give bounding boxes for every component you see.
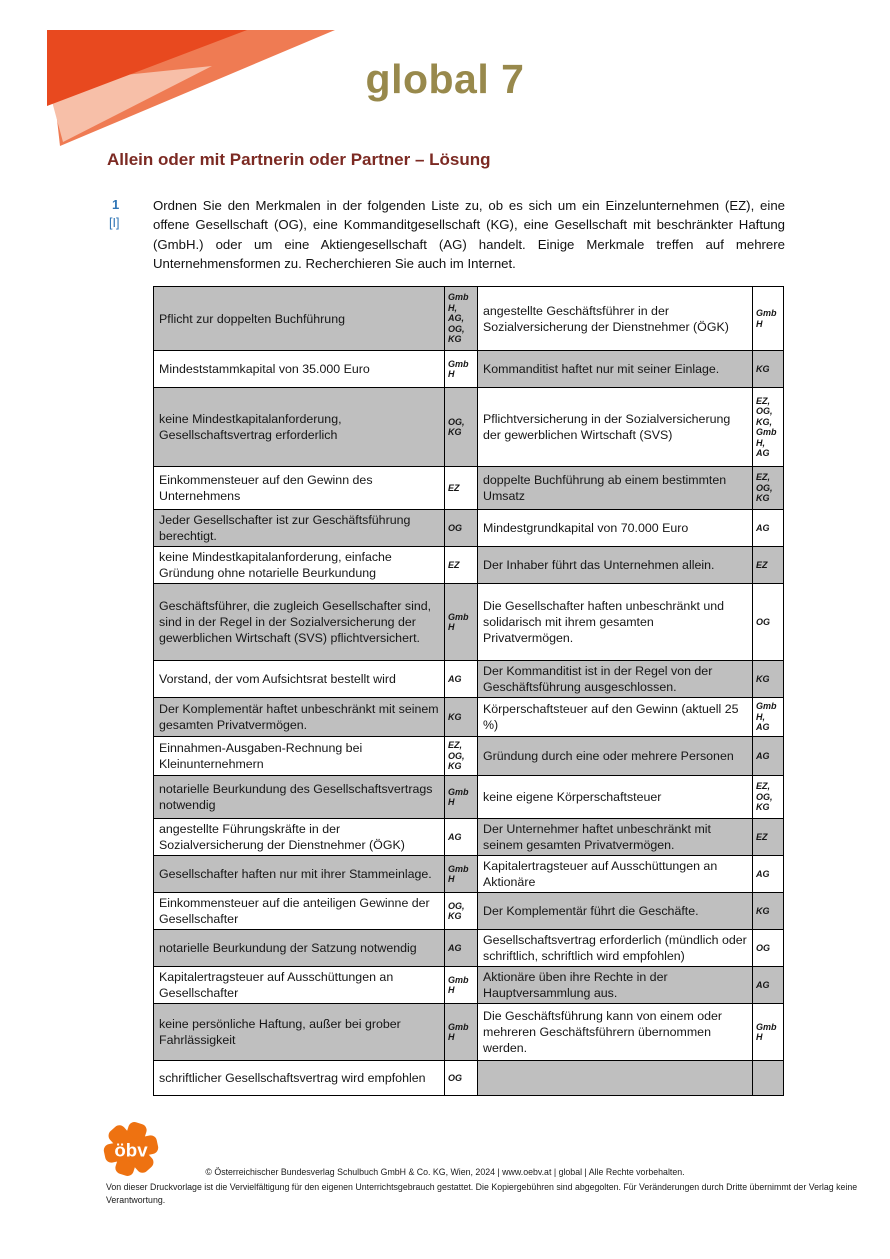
left-statement-cell: keine persönliche Haftung, außer bei grober Fahrlässigkeit: [154, 1004, 445, 1061]
left-statement-cell: Einkommensteuer auf den Gewinn des Unternehmens: [154, 467, 445, 510]
left-answer-cell: EZ: [445, 547, 478, 584]
right-answer-cell: EZ, OG, KG: [753, 776, 784, 819]
table-row: [154, 388, 784, 467]
right-statement-cell: Der Unternehmer haftet unbeschränkt mit seinem gesamten Privatvermögen.: [478, 819, 753, 856]
left-answer-cell: AG: [445, 661, 478, 698]
left-answer-cell: GmbH: [445, 967, 478, 1004]
table-row: [154, 967, 784, 1004]
left-answer-cell: GmbH: [445, 584, 478, 661]
right-answer-cell: AG: [753, 510, 784, 547]
right-answer-cell: EZ, OG, KG, GmbH, AG: [753, 388, 784, 467]
right-answer-cell: AG: [753, 737, 784, 776]
right-statement-cell: Körperschaftsteuer auf den Gewinn (aktuell 25 %): [478, 698, 753, 737]
left-answer-cell: OG, KG: [445, 388, 478, 467]
left-statement-cell: Gesellschafter haften nur mit ihrer Stammeinlage.: [154, 856, 445, 893]
right-answer-cell: GmbH: [753, 1004, 784, 1061]
table-row: [154, 1004, 784, 1061]
task-number: 1: [112, 197, 120, 212]
right-statement-cell: Der Kommanditist ist in der Regel von der Geschäftsführung ausgeschlossen.: [478, 661, 753, 698]
right-statement-cell: Kommanditist haftet nur mit seiner Einlage.: [478, 351, 753, 388]
right-answer-cell: EZ: [753, 819, 784, 856]
left-answer-cell: KG: [445, 698, 478, 737]
right-answer-cell: GmbH: [753, 287, 784, 351]
left-statement-cell: Vorstand, der vom Aufsichtsrat bestellt wird: [154, 661, 445, 698]
right-answer-cell: EZ, OG, KG: [753, 467, 784, 510]
left-answer-cell: OG: [445, 510, 478, 547]
table-row: [154, 1061, 784, 1096]
table-row: [154, 819, 784, 856]
right-answer-cell: OG: [753, 930, 784, 967]
table-row: [154, 893, 784, 930]
left-statement-cell: Kapitalertragsteuer auf Ausschüttungen an Gesellschafter: [154, 967, 445, 1004]
left-answer-cell: GmbH: [445, 776, 478, 819]
right-statement-cell: [478, 1061, 753, 1096]
series-title: global 7: [365, 56, 525, 102]
table-row: [154, 351, 784, 388]
right-answer-cell: AG: [753, 856, 784, 893]
right-answer-cell: OG: [753, 584, 784, 661]
left-answer-cell: GmbH: [445, 351, 478, 388]
table-row: [154, 930, 784, 967]
oebv-logo-text: öbv: [114, 1139, 148, 1161]
table-row: [154, 287, 784, 351]
right-answer-cell: KG: [753, 351, 784, 388]
table-row: [154, 856, 784, 893]
table-row: [154, 661, 784, 698]
left-statement-cell: angestellte Führungskräfte in der Sozialversicherung der Dienstnehmer (ÖGK): [154, 819, 445, 856]
matching-table-body: [154, 287, 784, 1096]
left-answer-cell: EZ, OG, KG: [445, 737, 478, 776]
table-row: [154, 467, 784, 510]
right-answer-cell: KG: [753, 661, 784, 698]
left-statement-cell: Einkommensteuer auf die anteiligen Gewinne der Gesellschafter: [154, 893, 445, 930]
left-statement-cell: keine Mindestkapitalanforderung, Gesellschaftsvertrag erforderlich: [154, 388, 445, 467]
right-statement-cell: Mindestgrundkapital von 70.000 Euro: [478, 510, 753, 547]
right-answer-cell: [753, 1061, 784, 1096]
right-statement-cell: Die Geschäftsführung kann von einem oder mehreren Geschäftsführern übernommen werden.: [478, 1004, 753, 1061]
right-answer-cell: EZ: [753, 547, 784, 584]
left-answer-cell: AG: [445, 930, 478, 967]
table-row: [154, 698, 784, 737]
right-statement-cell: Der Inhaber führt das Unternehmen allein.: [478, 547, 753, 584]
table-row: [154, 737, 784, 776]
right-statement-cell: Pflichtversicherung in der Sozialversicherung der gewerblichen Wirtschaft (SVS): [478, 388, 753, 467]
matching-solution-table: [153, 286, 784, 1096]
left-answer-cell: AG: [445, 819, 478, 856]
table-row: [154, 584, 784, 661]
left-statement-cell: notarielle Beurkundung der Satzung notwendig: [154, 930, 445, 967]
right-statement-cell: Der Komplementär führt die Geschäfte.: [478, 893, 753, 930]
table-row: [154, 776, 784, 819]
right-statement-cell: Aktionäre üben ihre Rechte in der Hauptversammlung aus.: [478, 967, 753, 1004]
left-statement-cell: Mindeststammkapital von 35.000 Euro: [154, 351, 445, 388]
left-statement-cell: Geschäftsführer, die zugleich Gesellschafter sind, sind in der Regel in der Sozialversicherung der gewerblichen Wirtschaft (SVS) pflichtversichert.: [154, 584, 445, 661]
task-instruction: Ordnen Sie den Merkmalen in der folgenden Liste zu, ob es sich um ein Einzelunternehmen (EZ), eine offene Gesellschaft (OG), eine Kommanditgesellschaft (KG), eine Gesellschaft mit beschränkter Haftung (GmbH.) oder um eine Aktiengesellschaft (AG) handelt. Einige Merkmale treffen auf mehrere Unternehmensformen zu. Recherchieren Sie auch im Internet.: [153, 198, 785, 272]
left-statement-cell: Jeder Gesellschafter ist zur Geschäftsführung berechtigt.: [154, 510, 445, 547]
right-statement-cell: angestellte Geschäftsführer in der Sozialversicherung der Dienstnehmer (ÖGK): [478, 287, 753, 351]
left-statement-cell: Pflicht zur doppelten Buchführung: [154, 287, 445, 351]
right-statement-cell: doppelte Buchführung ab einem bestimmten Umsatz: [478, 467, 753, 510]
right-answer-cell: AG: [753, 967, 784, 1004]
left-answer-cell: GmbH: [445, 856, 478, 893]
right-statement-cell: keine eigene Körperschaftsteuer: [478, 776, 753, 819]
right-statement-cell: Kapitalertragsteuer auf Ausschüttungen an Aktionäre: [478, 856, 753, 893]
left-answer-cell: GmbH, AG, OG, KG: [445, 287, 478, 351]
left-statement-cell: Einnahmen-Ausgaben-Rechnung bei Kleinunternehmern: [154, 737, 445, 776]
right-statement-cell: Gesellschaftsvertrag erforderlich (mündlich oder schriftlich, schriftlich wird empfohlen): [478, 930, 753, 967]
left-statement-cell: schriftlicher Gesellschaftsvertrag wird empfohlen: [154, 1061, 445, 1096]
task-type-marker: [I]: [109, 216, 120, 230]
right-statement-cell: Gründung durch eine oder mehrere Personen: [478, 737, 753, 776]
left-statement-cell: keine Mindestkapitalanforderung, einfache Gründung ohne notarielle Beurkundung: [154, 547, 445, 584]
left-answer-cell: OG: [445, 1061, 478, 1096]
left-statement-cell: Der Komplementär haftet unbeschränkt mit seinem gesamten Privatvermögen.: [154, 698, 445, 737]
left-answer-cell: OG, KG: [445, 893, 478, 930]
right-answer-cell: KG: [753, 893, 784, 930]
page-title: Allein oder mit Partnerin oder Partner – Lösung: [107, 150, 491, 169]
usage-note: Von dieser Druckvorlage ist die Vervielfältigung für den eigenen Unterrichtsgebrauch gestattet. Die Kopiergebühren sind abgegolten. Für Veränderungen durch Dritte übernimmt der Verlag keine Verantwortung.: [106, 1182, 858, 1205]
left-answer-cell: GmbH: [445, 1004, 478, 1061]
right-answer-cell: GmbH, AG: [753, 698, 784, 737]
left-answer-cell: EZ: [445, 467, 478, 510]
right-statement-cell: Die Gesellschafter haften unbeschränkt und solidarisch mit ihrem gesamten Privatvermögen.: [478, 584, 753, 661]
table-row: [154, 547, 784, 584]
left-statement-cell: notarielle Beurkundung des Gesellschaftsvertrags notwendig: [154, 776, 445, 819]
copyright-line: © Österreichischer Bundesverlag Schulbuch GmbH & Co. KG, Wien, 2024 | www.oebv.at | global | Alle Rechte vorbehalten.: [205, 1167, 685, 1177]
table-row: [154, 510, 784, 547]
